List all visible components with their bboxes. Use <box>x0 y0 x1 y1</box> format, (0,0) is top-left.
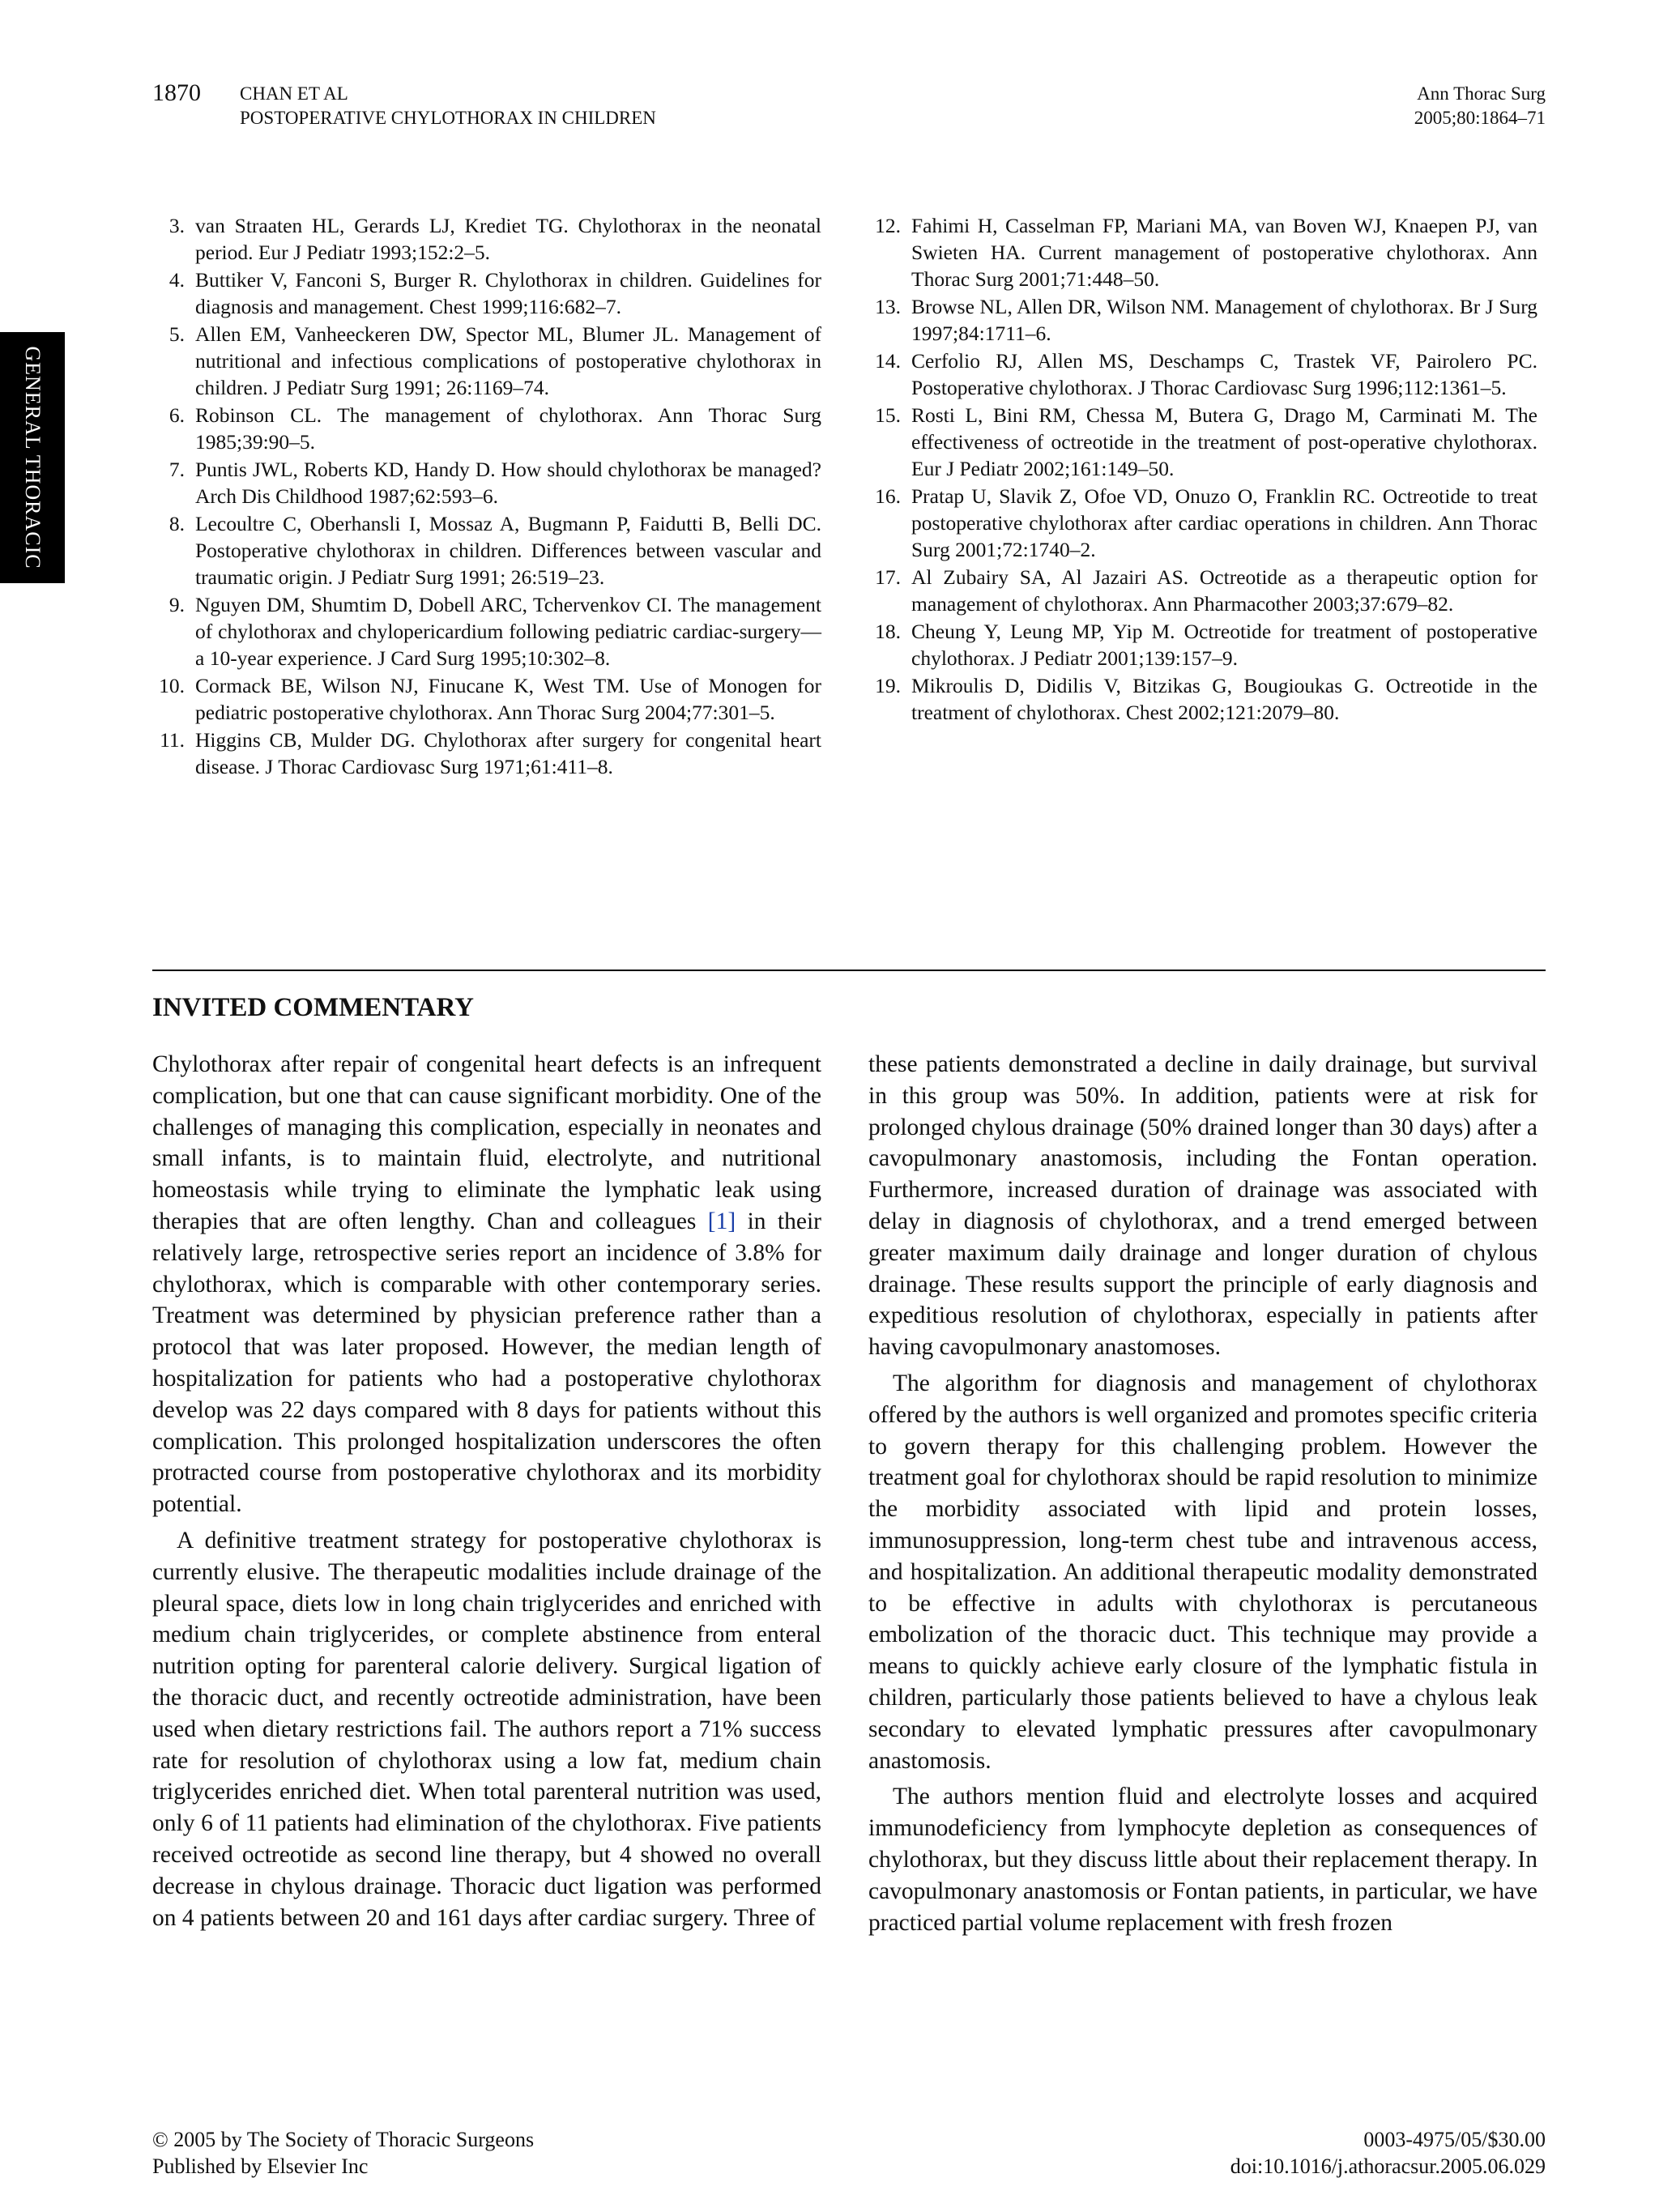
reference-number: 15. <box>875 403 901 427</box>
commentary-paragraph: The authors mention fluid and electrolyte losses and acquired immunodeficiency from lymphocyte depletion as consequences of chylothorax, but they discuss little about their replacement therapy. In cavopulmonary anastomosis or Fontan patients, in particular, we have practiced partial volume replacement with fresh frozen <box>868 1784 1537 1936</box>
section-divider <box>152 970 1546 971</box>
commentary-paragraph: these patients demonstrated a decline in daily drainage, but survival in this group was 50%. In addition, patients were at risk for prolonged chylous drainage (50% drained longer than 30 days) after a cavopulmonary anastomosis, including the Fontan operation. Furthermore, increased duration of drainage was associated with delay in diagnosis of chylothorax, and a trend emerged between greater maximum daily drainage and longer duration of chylous drainage. These results support the principle of early diagnosis and expeditious resolution of chylothorax, especially in patients after having cavopulmonary anastomoses. <box>868 1051 1537 1361</box>
reference-number: 11. <box>160 728 185 752</box>
reference-number: 9. <box>168 593 185 616</box>
running-header-left <box>240 82 656 130</box>
reference-item <box>868 402 1537 482</box>
commentary-paragraph: A definitive treatment strategy for postoperative chylothorax is currently elusive. The therapeutic modalities include drainage of the pleural space, diets low in long chain triglycerides and enriched with medium chain triglycerides, or complete abstinence from enteral nutrition opting for parenteral calorie delivery. Surgical ligation of the thoracic duct, and recently octreotide administration, have been used when dietary restrictions fail. The authors report a 71% success rate for resolution of chylothorax using a low fat, medium chain triglycerides enriched diet. When total parenteral nutrition was used, only 6 of 11 patients had elimination of the chylothorax. Five patients received octreotide as second line therapy, but 4 showed no overall decrease in chylous drainage. Thoracic duct ligation was performed on 4 patients between 20 and 161 days after cardiac surgery. Three of <box>152 1527 821 1931</box>
paragraph-text: in their relatively large, retrospective series report an incidence of 3.8% for chylothorax, which is comparable with other contemporary series. Treatment was determined by physician preference rather than a protocol that was later proposed. However, the median length of hospitalization for patients who had a postoperative chylothorax develop was 22 days compared with 8 days for patients without this complication. This prolonged hospitalization underscores the often protracted course from postoperative chylothorax and its morbidity potential. <box>152 1208 821 1518</box>
commentary-column-left <box>152 1049 821 1933</box>
paragraph-text: Chylothorax after repair of congenital heart defects is an infrequent complication, but one that can cause significant morbidity. One of the challenges of managing this complication, especially in neonates and small infants, is to maintain fluid, electrolyte, and nutritional homeostasis while trying to eliminate the lymphatic leak using therapies that are often lengthy. Chan and colleagues <box>152 1051 821 1234</box>
reference-number: 16. <box>875 484 901 508</box>
reference-number: 10. <box>159 674 185 697</box>
reference-number: 19. <box>875 674 901 697</box>
reference-item <box>152 212 821 266</box>
reference-number: 4. <box>168 268 185 292</box>
header-running-title: POSTOPERATIVE CHYLOTHORAX IN CHILDREN <box>240 108 656 128</box>
reference-text: Allen EM, Vanheeckeren DW, Spector ML, Blumer JL. Management of nutritional and infectious complications of postoperative chylothorax in children. J Pediatr Surg 1991; 26:1169–74. <box>195 322 821 399</box>
reference-item <box>152 727 821 780</box>
reference-item <box>868 347 1537 401</box>
reference-text: Browse NL, Allen DR, Wilson NM. Management of chylothorax. Br J Surg 1997;84:1711–6. <box>911 295 1537 345</box>
reference-item <box>868 293 1537 347</box>
footer-publisher: Published by Elsevier Inc <box>152 2154 369 2178</box>
side-tab-label: GENERAL THORACIC <box>21 346 45 569</box>
footer-copyright: © 2005 by The Society of Thoracic Surgeons <box>152 2128 535 2151</box>
reference-number: 5. <box>168 322 185 346</box>
running-header-right <box>1414 82 1546 130</box>
citation-link[interactable]: [1] <box>707 1208 736 1234</box>
header-authors: CHAN ET AL <box>240 83 348 104</box>
reference-item <box>868 672 1537 726</box>
reference-list-left <box>152 212 821 781</box>
reference-text: Higgins CB, Mulder DG. Chylothorax after surgery for congenital heart disease. J Thorac Cardiovasc Surg 1971;61:411–8. <box>195 728 821 778</box>
reference-text: Puntis JWL, Roberts KD, Handy D. How should chylothorax be managed? Arch Dis Childhood 1987;62:593–6. <box>195 458 821 508</box>
reference-text: Cerfolio RJ, Allen MS, Deschamps C, Trastek VF, Pairolero PC. Postoperative chylothorax. J Thorac Cardiovasc Surg 1996;112:1361–5. <box>911 349 1537 399</box>
reference-number: 3. <box>168 214 185 237</box>
reference-list-right <box>868 212 1537 727</box>
reference-number: 8. <box>168 512 185 535</box>
reference-text: Nguyen DM, Shumtim D, Dobell ARC, Tchervenkov CI. The management of chylothorax and chylopericardium following pediatric cardiac-surgery—a 10-year experience. J Card Surg 1995;10:302–8. <box>195 593 821 670</box>
reference-number: 7. <box>168 458 185 481</box>
reference-text: Fahimi H, Casselman FP, Mariani MA, van Boven WJ, Knaepen PJ, van Swieten HA. Current management of postoperative chylothorax. Ann Thorac Surg 2001;71:448–50. <box>911 214 1537 291</box>
reference-text: Buttiker V, Fanconi S, Burger R. Chylothorax in children. Guidelines for diagnosis and management. Chest 1999;116:682–7. <box>195 268 821 318</box>
reference-text: Robinson CL. The management of chylothorax. Ann Thorac Surg 1985;39:90–5. <box>195 403 821 454</box>
reference-item <box>152 672 821 726</box>
reference-text: Cormack BE, Wilson NJ, Finucane K, West TM. Use of Monogen for pediatric postoperative chylothorax. Ann Thorac Surg 2004;77:301–5. <box>195 674 821 724</box>
reference-item <box>868 212 1537 292</box>
reference-item <box>868 618 1537 671</box>
footer-left <box>152 2126 534 2180</box>
reference-item <box>868 483 1537 563</box>
reference-number: 17. <box>875 565 901 589</box>
reference-item <box>152 266 821 320</box>
reference-number: 14. <box>875 349 901 373</box>
reference-text: van Straaten HL, Gerards LJ, Krediet TG. Chylothorax in the neonatal period. Eur J Pediatr 1993;152:2–5. <box>195 214 821 264</box>
commentary-column-right <box>868 1049 1537 1938</box>
section-side-tab <box>0 332 65 583</box>
page-number: 1870 <box>152 79 201 106</box>
reference-item <box>152 510 821 590</box>
reference-text: Rosti L, Bini RM, Chessa M, Butera G, Drago M, Carminati M. The effectiveness of octreotide in the treatment of post-operative chylothorax. Eur J Pediatr 2002;161:149–50. <box>911 403 1537 480</box>
commentary-title: INVITED COMMENTARY <box>152 993 474 1022</box>
reference-item <box>868 564 1537 617</box>
page-header <box>152 79 1546 136</box>
reference-text: Mikroulis D, Didilis V, Bitzikas G, Bougioukas G. Octreotide in the treatment of chylothorax. Chest 2002;121:2079–80. <box>911 674 1537 724</box>
reference-number: 13. <box>875 295 901 318</box>
reference-text: Lecoultre C, Oberhansli I, Mossaz A, Bugmann P, Faidutti B, Belli DC. Postoperative chylothorax in children. Differences between vascular and traumatic origin. J Pediatr Surg 1991; 26:519–23. <box>195 512 821 589</box>
header-volume: 2005;80:1864–71 <box>1414 108 1546 128</box>
reference-item <box>152 321 821 401</box>
reference-item <box>152 402 821 455</box>
reference-number: 12. <box>875 214 901 237</box>
reference-item <box>152 591 821 671</box>
reference-text: Cheung Y, Leung MP, Yip M. Octreotide for treatment of postoperative chylothorax. J Pediatr 2001;139:157–9. <box>911 620 1537 670</box>
commentary-paragraph <box>152 1049 821 1520</box>
reference-text: Pratap U, Slavik Z, Ofoe VD, Onuzo O, Franklin RC. Octreotide to treat postoperative chylothorax after cardiac operations in children. Ann Thorac Surg 2001;72:1740–2. <box>911 484 1537 561</box>
header-journal: Ann Thorac Surg <box>1417 83 1546 104</box>
reference-number: 18. <box>875 620 901 643</box>
commentary-paragraph: The algorithm for diagnosis and management of chylothorax offered by the authors is well organized and promotes specific criteria to govern therapy for this challenging problem. However the treatment goal for chylothorax should be rapid resolution to minimize the morbidity associated with lipid and protein losses, immunosuppression, long-term chest tube and intravenous access, and hospitalization. An additional therapeutic modality demonstrated to be effective in adults with chylothorax is percutaneous embolization of the thoracic duct. This technique may provide a means to quickly achieve early closure of the lymphatic fistula in children, particularly those patients believed to have a chylous leak secondary to elevated lymphatic pressures after cavopulmonary anastomosis. <box>868 1370 1537 1774</box>
footer-price-code: 0003-4975/05/$30.00 <box>1363 2128 1546 2151</box>
footer-doi: doi:10.1016/j.athoracsur.2005.06.029 <box>1230 2154 1546 2178</box>
reference-number: 6. <box>168 403 185 427</box>
reference-text: Al Zubairy SA, Al Jazairi AS. Octreotide as a therapeutic option for management of chylothorax. Ann Pharmacother 2003;37:679–82. <box>911 565 1537 616</box>
reference-item <box>152 456 821 509</box>
footer-right <box>1230 2126 1546 2180</box>
